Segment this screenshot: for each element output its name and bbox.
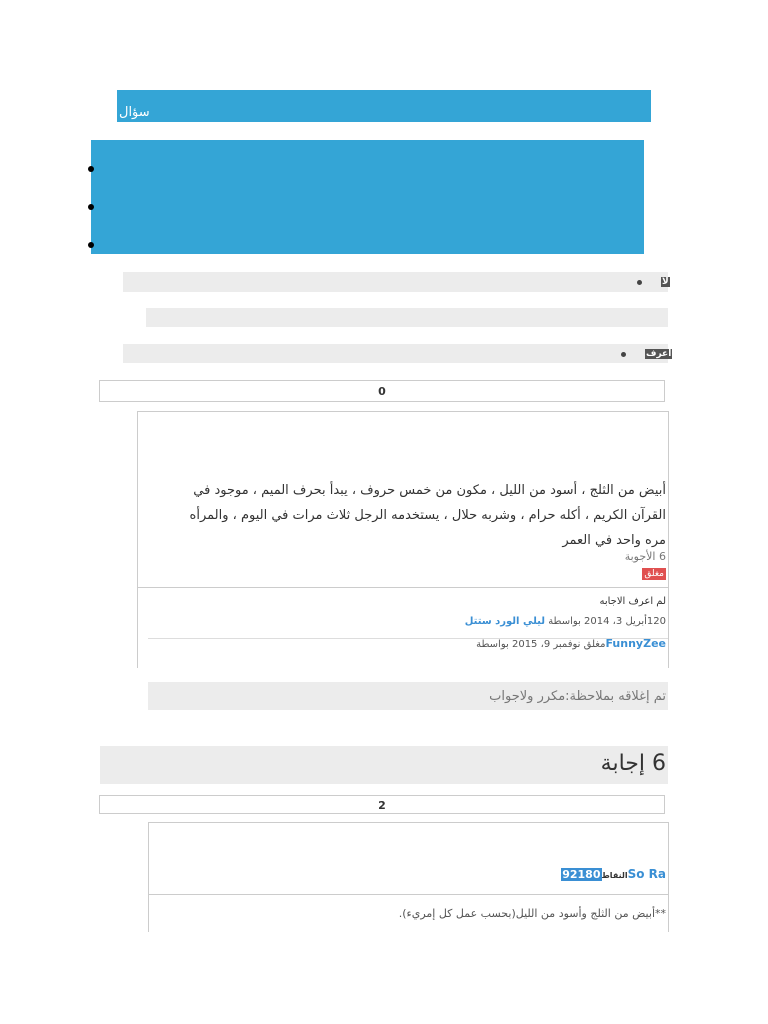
question-header-label: سؤال (119, 105, 150, 120)
know-icon: اعرف (646, 349, 672, 359)
answer-text: **أبيض من الثلج وأسود من الليل(بحسب عمل كل إمريء). (398, 907, 666, 920)
points-value: 92180 (562, 868, 601, 881)
row-bullet (637, 280, 642, 285)
closed-badge: مغلق (644, 569, 664, 579)
closed-by-user-link[interactable]: FunnyZee (605, 637, 666, 650)
answer-panel (148, 822, 669, 932)
nav-list (91, 140, 644, 254)
answer-user (561, 867, 666, 881)
answers-title: 6 إجابة (600, 751, 666, 776)
option-row-2 (146, 308, 668, 327)
closed-note-text: تم إغلاقه بملاحظة:مكرر ولاجواب (489, 689, 666, 704)
closed-date: نوفمبر 9، 2015 (511, 639, 581, 650)
divider (149, 894, 668, 895)
option-row-3[interactable] (123, 344, 672, 363)
nav-item-2[interactable] (88, 204, 94, 210)
question-text: أبيض من الثلج ، أسود من الليل ، مكون من خمس حروف ، يبدأ بحرف الميم ، موجود في القرآن الكريم ، أكله حرام ، وشربه حلال ، يستخدمه الرجل ثلاث مرات في اليوم ، والمرأه مره واحد في العمر (189, 483, 666, 548)
closed-label: مغلق (583, 639, 606, 650)
option-row-1[interactable] (123, 272, 668, 292)
comment-meta (465, 616, 666, 627)
answer-username-link[interactable]: So Ra (627, 867, 666, 881)
question-vote-count: 0 (99, 380, 665, 402)
closed-meta (476, 637, 666, 650)
question-header (117, 90, 651, 122)
question-panel (137, 411, 669, 668)
no-icon: لا (662, 277, 669, 287)
answers-count[interactable]: 6 الأجوبة (624, 550, 666, 563)
comment-user-link[interactable]: ليلي الورد ستتل (464, 616, 545, 627)
comment-points: 120 (646, 616, 666, 627)
row-bullet (621, 352, 626, 357)
closed-note (148, 682, 668, 710)
comment-text: لم اعرف الاجابه (599, 596, 666, 607)
answer-vote-count: 2 (99, 795, 665, 814)
points-label: النقاط (601, 871, 628, 880)
question-body (138, 412, 669, 588)
answers-header (100, 746, 668, 784)
closed-by: بواسطة (476, 639, 509, 650)
comment-date: أبريل 3، 2014 (584, 616, 647, 627)
nav-item-1[interactable] (88, 166, 94, 172)
comment-by: بواسطة (548, 616, 581, 627)
nav-item-3[interactable] (88, 242, 94, 248)
